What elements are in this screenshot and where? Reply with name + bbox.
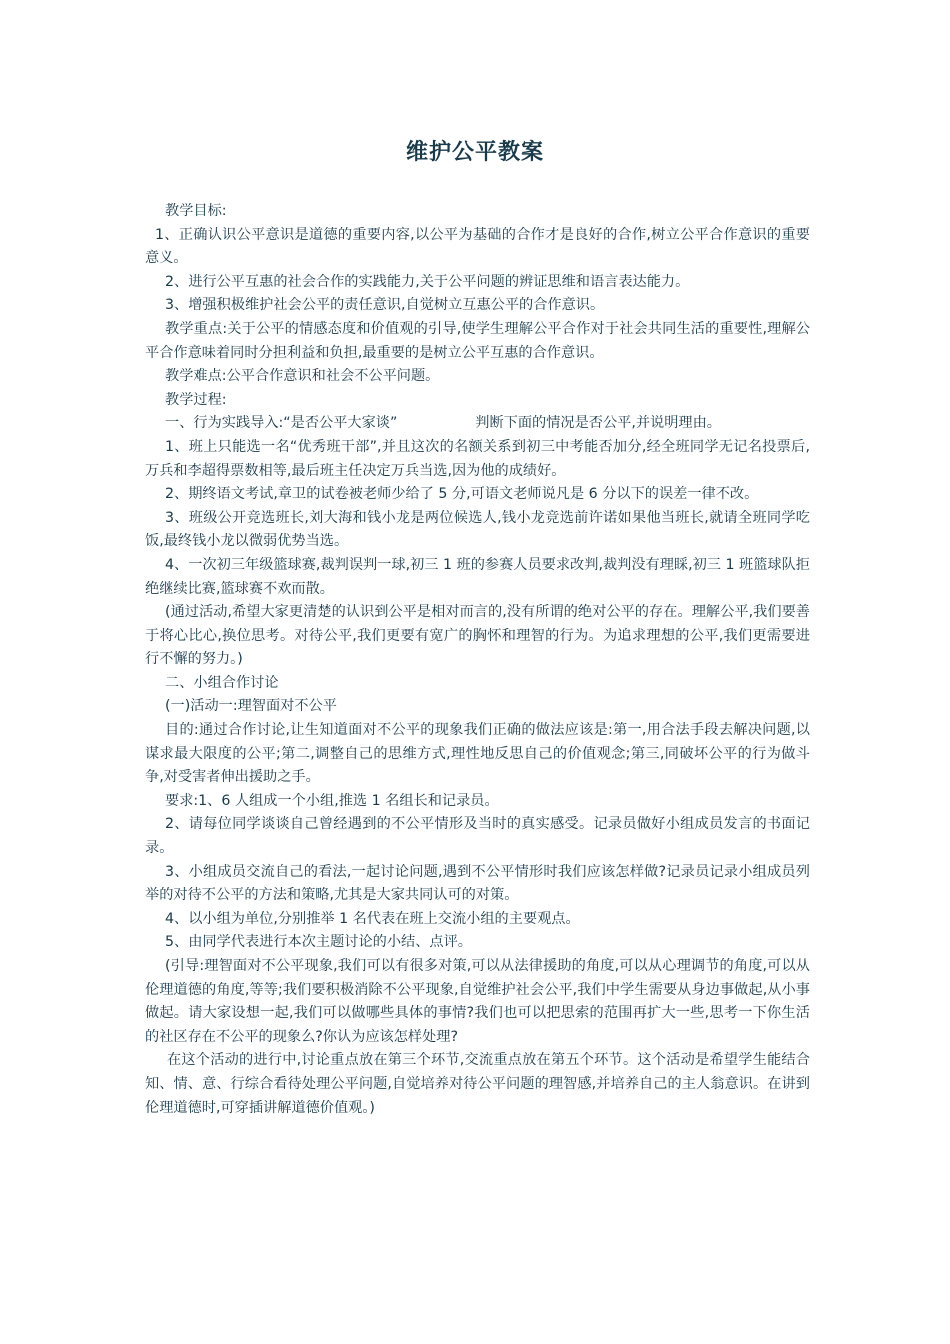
- paragraph-difficulty: 教学难点:公平合作意识和社会不公平问题。: [165, 368, 440, 385]
- section-one-title: 一、行为实践导入:“是否公平大家谈”: [165, 415, 398, 432]
- section-one-instruction: 判断下面的情况是否公平,并说明理由。: [475, 415, 721, 432]
- paragraph-objective-2: 2、进行公平互惠的社会合作的实践能力,关于公平问题的辨证思维和语言表达能力。: [165, 273, 690, 290]
- paragraph-requirement-1: 要求:1、6 人组成一个小组,推选 1 名组长和记录员。: [165, 792, 499, 809]
- paragraph-objectives-heading: 教学目标:: [165, 203, 227, 219]
- document-body: [145, 200, 810, 1120]
- paragraph-objective-1: 1、正确认识公平意识是道德的重要内容,以公平为基础的合作才是良好的合作,树立公平合作意识的重要意义。: [145, 226, 810, 267]
- paragraph-case-2: 2、期终语文考试,章卫的试卷被老师少给了 5 分,可语文老师说凡是 6 分以下的误差一律不改。: [165, 486, 759, 503]
- document-title: 维护公平教案: [405, 140, 544, 165]
- paragraph-objective-3: 3、增强积极维护社会公平的责任意识,自觉树立互惠公平的合作意识。: [165, 297, 605, 314]
- paragraph-key-point: 教学重点:关于公平的情感态度和价值观的引导,使学生理解公平合作对于社会共同生活的重要性,理解公平合作意味着同时分担利益和负担,最重要的是树立公平互惠的合作意识。: [145, 320, 810, 361]
- paragraph-case-4: 4、一次初三年级篮球赛,裁判误判一球,初三 1 班的参赛人员要求改判,裁判没有理睬,初三 1 班篮球队拒绝继续比赛,篮球赛不欢而散。: [145, 556, 810, 597]
- paragraph-case-3: 3、班级公开竞选班长,刘大海和钱小龙是两位候选人,钱小龙竞选前许诺如果他当班长,就请全班同学吃饭,最终钱小龙以微弱优势当选。: [145, 509, 810, 550]
- paragraph-activity-summary: (通过活动,希望大家更清楚的认识到公平是相对而言的,没有所谓的绝对公平的存在。理解公平,我们要善于将心比心,换位思考。对待公平,我们更要有宽广的胸怀和理智的行为。为追求理想的公平,我们更需要进行不懈的努力。): [145, 604, 810, 668]
- paragraph-purpose: 目的:通过合作讨论,让生知道面对不公平的现象我们正确的做法应该是:第一,用合法手段去解决问题,以谋求最大限度的公平;第二,调整自己的思维方式,理性地反思自己的价值观念;第三,同破坏公平的行为做斗争,对受害者伸出援助之手。: [145, 722, 810, 786]
- paragraph-requirement-4: 4、以小组为单位,分别推举 1 名代表在班上交流小组的主要观点。: [165, 910, 580, 927]
- paragraph-process-heading: 教学过程:: [165, 391, 227, 408]
- paragraph-closing-note: 在这个活动的进行中,讨论重点放在第三个环节,交流重点放在第五个环节。这个活动是希望学生能结合知、情、意、行综合看待处理公平问题,自觉培养对待公平问题的理智感,并培养自己的主人翁意识。在讲到伦理道德时,可穿插讲解道德价值观。): [145, 1052, 810, 1116]
- paragraph-requirement-3: 3、小组成员交流自己的看法,一起讨论问题,遇到不公平情形时我们应该怎样做?记录员记录小组成员列举的对待不公平的方法和策略,尤其是大家共同认可的对策。: [145, 863, 810, 904]
- paragraph-activity-one: (一)活动一:理智面对不公平: [165, 698, 337, 715]
- paragraph-requirement-5: 5、由同学代表进行本次主题讨论的小结、点评。: [165, 934, 472, 951]
- paragraph-section-two: 二、小组合作讨论: [165, 674, 279, 691]
- paragraph-section-one: [145, 412, 810, 436]
- paragraph-case-1: 1、班上只能选一名“优秀班干部”,并且这次的名额关系到初三中考能否加分,经全班同学无记名投票后,万兵和李超得票数相等,最后班主任决定万兵当选,因为他的成绩好。: [145, 438, 810, 479]
- paragraph-guidance: (引导:理智面对不公平现象,我们可以有很多对策,可以从法律援助的角度,可以从心理调节的角度,可以从伦理道德的角度,等等;我们要积极消除不公平现象,自觉维护社会公平,我们中学生需要从身边事做起,从小事做起。请大家设想一起,我们可以做哪些具体的事情?我们也可以把思索的范围再扩大一些,思考一下你生活的社区存在不公平的现象么?你认为应该怎样处理?: [145, 958, 810, 1045]
- paragraph-requirement-2: 2、请每位同学谈谈自己曾经遇到的不公平情形及当时的真实感受。记录员做好小组成员发言的书面记录。: [145, 816, 810, 857]
